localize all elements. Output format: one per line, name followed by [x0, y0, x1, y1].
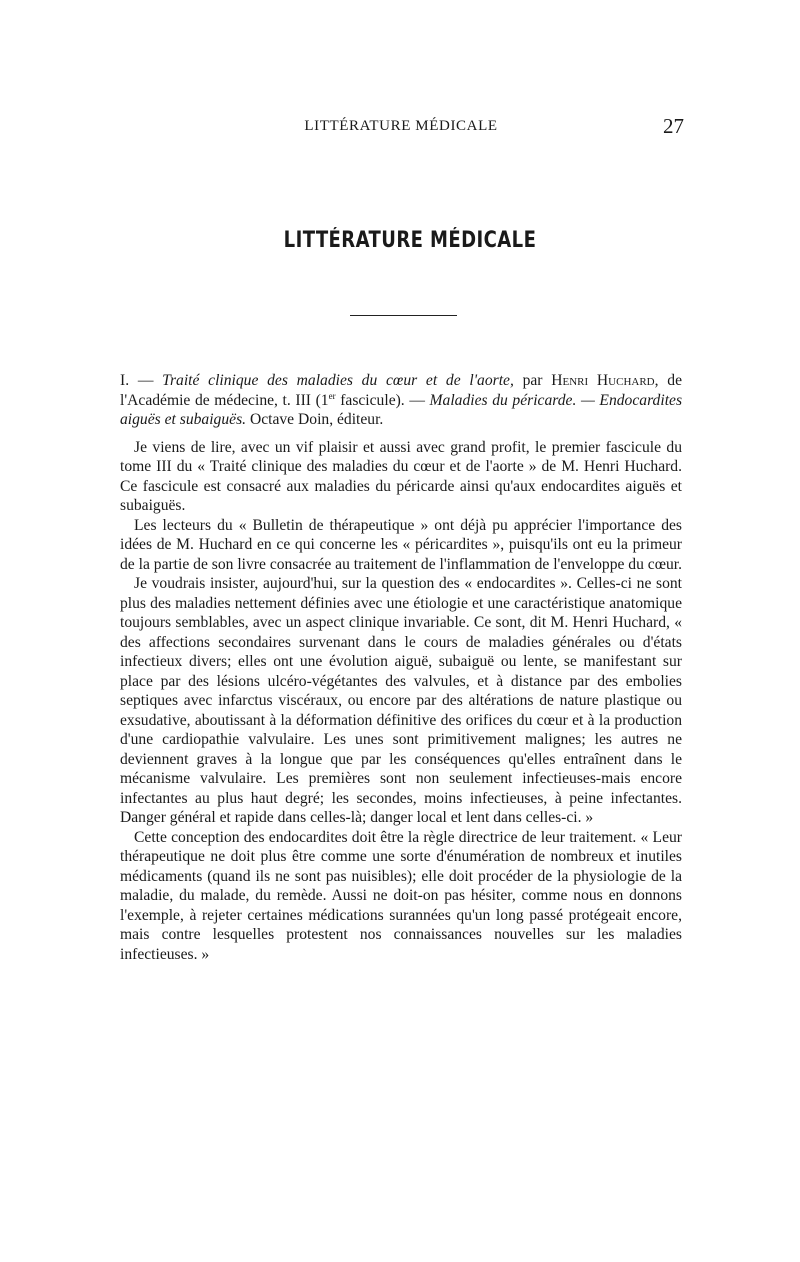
- publisher: Octave Doin, éditeur.: [249, 411, 384, 428]
- fascicle-label: fascicule). —: [340, 391, 425, 409]
- paragraph: Les lecteurs du « Bulletin de thérapeutique » ont déjà pu apprécier l'importance des idées de M. Huchard en ce qui concerne les « péricardites », puisqu'ils ont eu la primeur de la partie de son livre consacrée au traitement de l'inflammation de l'enveloppe du cœur.: [120, 516, 683, 573]
- book-title: Traité clinique des maladies du cœur et de l'aorte,: [162, 372, 514, 389]
- entry-number: I. —: [120, 372, 154, 389]
- paragraph: Je viens de lire, avec un vif plaisir et aussi avec grand profit, le premier fascicule du tome III du « Traité clinique des maladies du cœur et de l'aorte » de M. Henri Huchard. Ce fascicule est consacré aux maladies du péricarde ainsi qu'aux endocardites aiguës et subaiguës.: [120, 438, 682, 514]
- fascicle-number: 1: [320, 391, 329, 409]
- article-body: [120, 371, 682, 964]
- section-title: LITTÉRATURE MÉDICALE: [283, 228, 537, 253]
- running-header: [118, 114, 684, 140]
- page-number: 27: [663, 114, 684, 138]
- author-name: Henri Huchard,: [551, 372, 659, 389]
- book-subtitle: Maladies du péricarde. — Endocardites aiguës et subaiguës.: [120, 391, 683, 428]
- entry-by: par: [522, 372, 543, 389]
- divider-rule: [350, 315, 457, 316]
- paragraph: Je voudrais insister, aujourd'hui, sur la question des « endocardites ». Celles-ci ne sont plus des maladies nettement définies avec une étiologie et une caractéristique anatomique toujours semblables, avec un aspect clinique invariable. Ce sont, dit M. Henri Huchard, « des affections secondaires survenant dans le cours de maladies générales ou d'états infectieux divers; elles ont une évolution aiguë, subaiguë ou lente, se manifestant sur place par des lésions ulcéro-végétantes des valvules, et à distance par des embolies septiques avec infarctus viscéraux, ou encore par des altérations de nature plastique ou exsudative, aboutissant à la déformation définitive des orifices du cœur et à la production d'une cardiopathie valvulaire. Les unes sont primitivement malignes; les autres ne deviennent graves à la longue que par les conséquences qu'elles entraînent dans le mécanisme valvulaire. Les premières sont non seulement infectieuses-mais encore infectantes au plus haut degré; les secondes, moins infectieuses, à peine infectantes. Danger général et rapide dans celles-là; danger local et lent dans celles-ci. »: [120, 575, 682, 826]
- bibliographic-entry: [120, 371, 682, 430]
- fascicle-superscript: er: [328, 390, 336, 401]
- paragraph: Cette conception des endocardites doit être la règle directrice de leur traitement. « Leur thérapeutique ne doit plus être comme une sorte d'énumération de nombreux et inutiles médicaments (quand ils ne sont pas nuisibles); elle doit procéder de la physiologie de la maladie, du malade, du remède. Aussi ne doit-on pas hésiter, comme nous en donnons l'exemple, à rejeter certaines médications surannées qu'un long passé protégeait encore, mais contre lesquelles protestent nos connaissances nouvelles sur les maladies infectieuses. »: [120, 828, 682, 963]
- running-title: LITTÉRATURE MÉDICALE: [304, 118, 498, 134]
- author-affiliation: de l'Académie de médecine, t. III (: [120, 372, 682, 409]
